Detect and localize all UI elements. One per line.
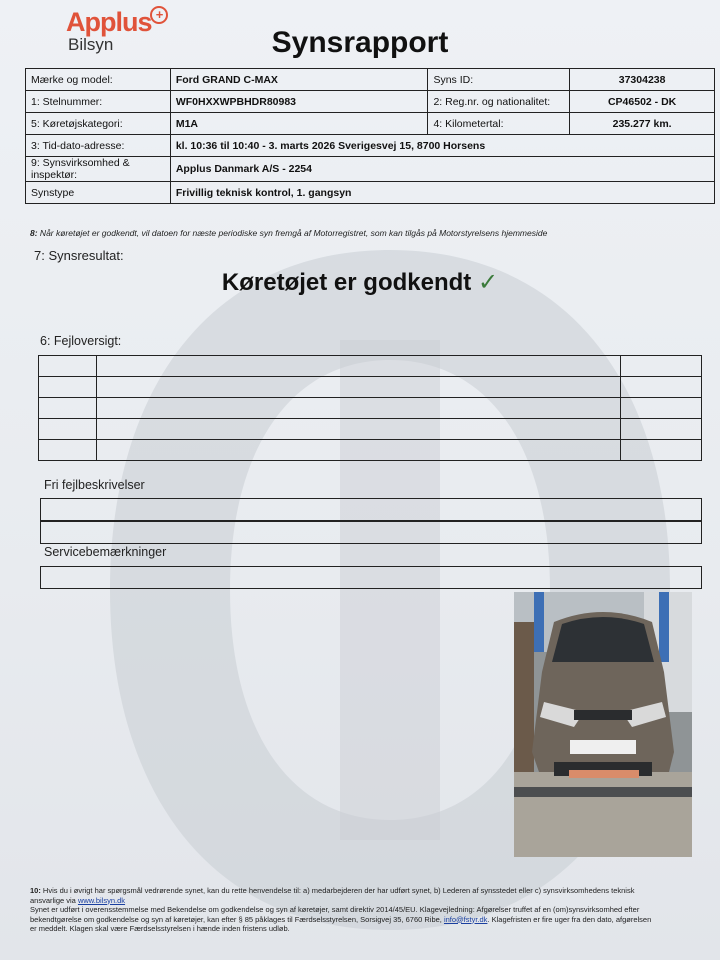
fault-list-label: 6: Fejloversigt: bbox=[40, 334, 122, 348]
bilsyn-link[interactable]: www.bilsyn.dk bbox=[77, 895, 126, 905]
table-row bbox=[39, 356, 702, 377]
page-title: Synsrapport bbox=[271, 26, 449, 59]
vin-label: 1: Stelnummer: bbox=[26, 91, 171, 113]
fault-list-table bbox=[38, 355, 702, 461]
reg-label: 2: Reg.nr. og nationalitet: bbox=[428, 91, 570, 113]
footer-text: 10: Hvis du i øvrigt har spørgsmål vedrørende synet, kan du rette henvendelse til: a) medarbejderen der har udført synet, b) Lederen af synsstedet eller c) synsvirksomhedens teknisk ansvarlige via www.bilsyn.dk Synet er udført i overensstemmelse med Bekendelse om godkendelse og syn af køretøjer, samt direktiv 2014/45/EU. Klagevejledning: Afgørelser truffet af en (om)synsvirksomhed efter bekendtgørelse om godkendelse og syn af køretøjer, kan efter § 85 påklages til Færdselsstyrelsen, Sorsigvej 35, 6760 Ribe, info@fstyr.dk. Klagefristen er fire uger fra den dato, afgørelsen er meddelt. Klagen skal være Færdselsstyrelsen i hænde inden fristens udløb. bbox=[30, 886, 652, 933]
table-row bbox=[26, 113, 715, 135]
make-value: Ford GRAND C-MAX bbox=[170, 69, 428, 91]
vin-value: WF0HXXWPBHDR80983 bbox=[170, 91, 428, 113]
free-description-box-1 bbox=[40, 498, 702, 521]
table-row bbox=[26, 91, 715, 113]
result-text: Køretøjet er godkendt ✓ bbox=[221, 269, 499, 296]
km-label: 4: Kilometertal: bbox=[428, 113, 570, 135]
service-remarks-label: Servicebemærkninger bbox=[44, 545, 167, 559]
table-row bbox=[39, 398, 702, 419]
category-label: 5: Køretøjskategori: bbox=[26, 113, 171, 135]
km-value: 235.277 km. bbox=[570, 113, 715, 135]
vehicle-info-table bbox=[25, 68, 715, 204]
type-value: Frivillig teknisk kontrol, 1. gangsyn bbox=[170, 182, 714, 204]
table-row bbox=[26, 69, 715, 91]
company-value: Applus Danmark A/S - 2254 bbox=[170, 157, 714, 182]
make-label: Mærke og model: bbox=[26, 69, 171, 91]
table-row bbox=[26, 157, 715, 182]
company-label: 9: Synsvirksomhed & inspektør: bbox=[26, 157, 171, 182]
syns-id-label: Syns ID: bbox=[428, 69, 570, 91]
time-value: kl. 10:36 til 10:40 - 3. marts 2026 Sverigesvej 15, 8700 Horsens bbox=[170, 135, 714, 157]
logo-subtitle: Bilsyn bbox=[68, 35, 114, 54]
syns-id-value: 37304238 bbox=[570, 69, 715, 91]
vehicle-photo bbox=[514, 592, 692, 857]
next-inspection-note: 8: Når køretøjet er godkendt, vil datoen for næste periodiske syn fremgå af Motorregistret, som kan tilgås på Motorstyrelsens hjemmeside bbox=[30, 228, 548, 238]
fstyr-email-link[interactable]: info@fstyr.dk bbox=[443, 914, 488, 924]
applus-logo: Applus + Bilsyn bbox=[66, 8, 152, 54]
type-label: Synstype bbox=[26, 182, 171, 204]
time-label: 3: Tid-dato-adresse: bbox=[26, 135, 171, 157]
service-remarks-box bbox=[40, 566, 702, 589]
result-label: 7: Synsresultat: bbox=[34, 248, 124, 263]
table-row bbox=[26, 182, 715, 204]
table-row bbox=[39, 377, 702, 398]
free-description-box-2 bbox=[40, 521, 702, 544]
category-value: M1A bbox=[170, 113, 428, 135]
reg-value: CP46502 - DK bbox=[570, 91, 715, 113]
table-row bbox=[26, 135, 715, 157]
checkmark-icon: ✓ bbox=[477, 269, 499, 296]
free-description-label: Fri fejlbeskrivelser bbox=[44, 478, 145, 492]
table-row bbox=[39, 419, 702, 440]
plus-icon: + bbox=[150, 6, 168, 24]
table-row bbox=[39, 440, 702, 461]
